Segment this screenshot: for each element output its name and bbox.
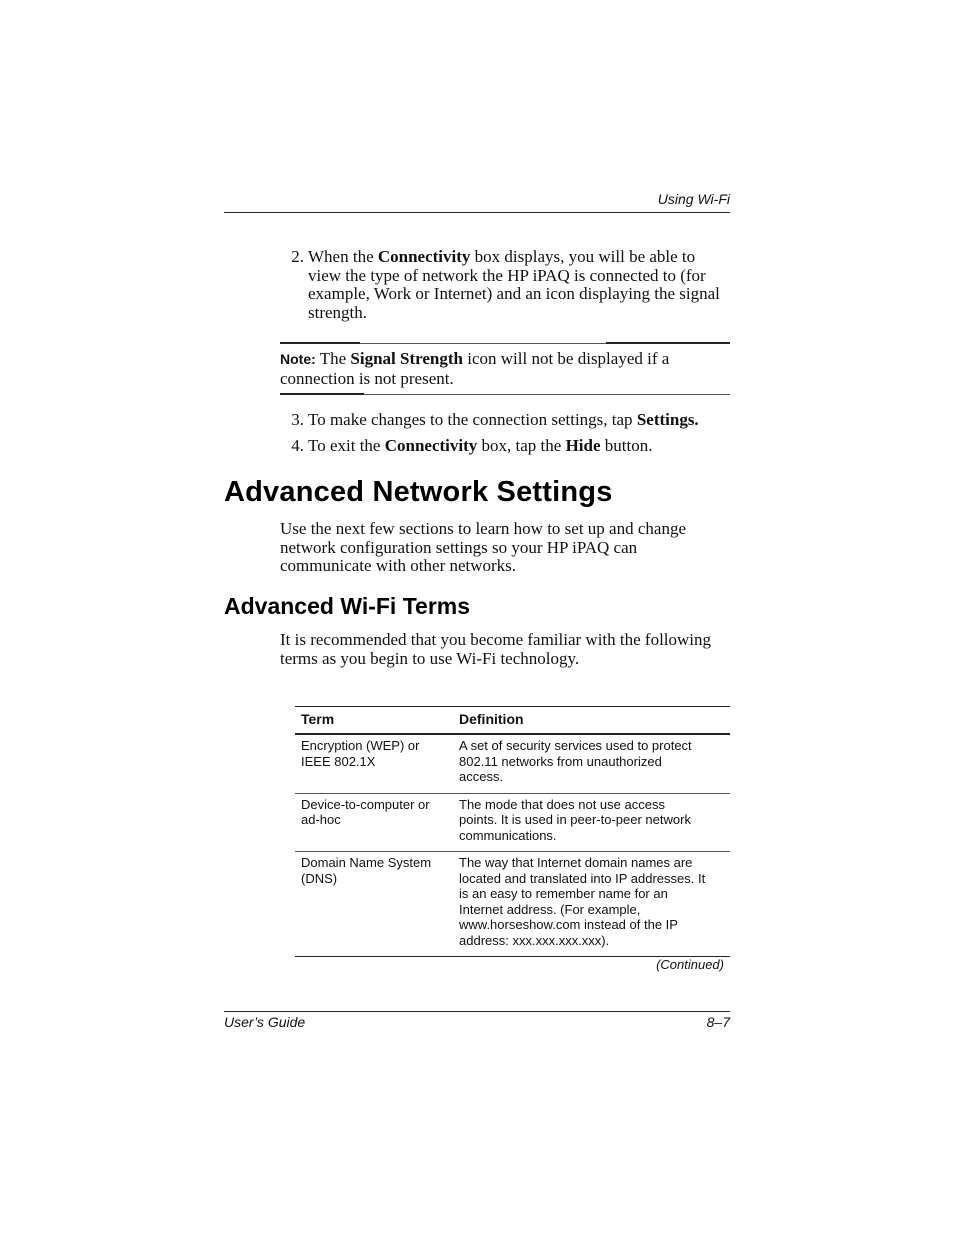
cell-line: Domain Name System bbox=[301, 855, 432, 870]
cell-line: located and translated into IP addresses. It bbox=[459, 870, 706, 886]
paragraph-line: terms as you begin to use Wi-Fi technology. bbox=[280, 648, 580, 668]
text-run: To exit the bbox=[308, 436, 385, 455]
cell-line: 802.11 networks from unauthorized bbox=[459, 753, 662, 769]
bold-term: Hide bbox=[565, 436, 601, 455]
bold-term: Connectivity bbox=[377, 247, 471, 266]
note-line: connection is not present. bbox=[280, 369, 454, 388]
table-row bbox=[295, 793, 730, 852]
text-run: The bbox=[315, 349, 351, 368]
cell-line: Internet address. (For example, bbox=[459, 901, 641, 917]
header-rule bbox=[224, 212, 730, 213]
step-2 bbox=[280, 248, 730, 324]
term-cell bbox=[295, 793, 453, 852]
note-label: Note: bbox=[280, 351, 316, 367]
subsection-paragraph bbox=[280, 631, 730, 668]
cell-line: access. bbox=[459, 769, 504, 784]
note-top-rule-accent-right bbox=[606, 342, 730, 344]
section-heading: Advanced Network Settings bbox=[224, 476, 613, 508]
step-text bbox=[308, 248, 720, 322]
paragraph-line: Use the next few sections to learn how to set up and change bbox=[280, 519, 686, 538]
cell-line: Device-to-computer or bbox=[301, 796, 430, 812]
definition-cell bbox=[453, 793, 730, 852]
cell-line: ad-hoc bbox=[301, 812, 341, 827]
term-cell bbox=[295, 852, 453, 957]
cell-line: address: xxx.xxx.xxx.xxx). bbox=[459, 932, 610, 948]
column-header-definition: Definition bbox=[453, 707, 730, 735]
note-bottom-rule-accent bbox=[280, 393, 364, 395]
text-run: box displays, you will be able to bbox=[470, 247, 696, 266]
cell-line: points. It is used in peer-to-peer network bbox=[459, 812, 691, 827]
section-paragraph bbox=[280, 520, 730, 576]
bold-term: Settings. bbox=[636, 410, 699, 429]
column-header-term: Term bbox=[295, 707, 453, 735]
text-run: button. bbox=[600, 436, 653, 455]
footer-rule bbox=[224, 1011, 730, 1012]
step-text bbox=[308, 411, 699, 430]
step-number: 3. bbox=[291, 410, 304, 429]
paragraph-line: communicate with other networks. bbox=[280, 556, 517, 576]
text-run: When the bbox=[308, 247, 378, 266]
text-run: icon will not be displayed if a bbox=[462, 349, 670, 368]
subsection-heading: Advanced Wi-Fi Terms bbox=[224, 593, 471, 619]
step-number: 2. bbox=[291, 247, 304, 266]
term-cell bbox=[295, 734, 453, 793]
footer-guide-title: User’s Guide bbox=[224, 1014, 306, 1030]
cell-line: IEEE 802.1X bbox=[301, 753, 376, 769]
step-number: 4. bbox=[291, 436, 304, 455]
cell-line: A set of security services used to protect bbox=[459, 738, 692, 753]
step-line bbox=[308, 248, 720, 267]
cell-line: www.horseshow.com instead of the IP bbox=[459, 917, 678, 932]
step-line: example, Work or Internet) and an icon displaying the signal bbox=[308, 284, 720, 303]
note-line bbox=[280, 349, 730, 369]
cell-line: The mode that does not use access bbox=[459, 796, 665, 812]
paragraph-line: It is recommended that you become familiar with the following bbox=[280, 630, 712, 649]
note bbox=[280, 349, 730, 388]
cell-line: communications. bbox=[459, 827, 557, 843]
table-row bbox=[295, 852, 730, 957]
note-top-rule-accent bbox=[280, 342, 360, 344]
text-run: To make changes to the connection settings, tap bbox=[308, 410, 637, 429]
cell-line: (DNS) bbox=[301, 870, 338, 886]
step-4 bbox=[280, 437, 730, 457]
step-3 bbox=[280, 411, 730, 431]
bold-term: Connectivity bbox=[384, 436, 478, 455]
footer-page-number: 8–7 bbox=[706, 1014, 730, 1030]
definition-cell bbox=[453, 734, 730, 793]
running-header: Using Wi-Fi bbox=[657, 191, 730, 207]
paragraph-line: network configuration settings so your HP iPAQ can bbox=[280, 537, 638, 557]
table-row bbox=[295, 734, 730, 793]
terms-table bbox=[295, 706, 730, 957]
table-continued-note: (Continued) bbox=[656, 957, 724, 972]
cell-line: is an easy to remember name for an bbox=[459, 886, 668, 901]
step-text bbox=[308, 437, 652, 456]
step-line: view the type of network the HP iPAQ is connected to (for bbox=[308, 265, 706, 285]
cell-line: Encryption (WEP) or bbox=[301, 738, 420, 753]
text-run: box, tap the bbox=[477, 436, 566, 455]
bold-term: Signal Strength bbox=[350, 349, 463, 368]
step-line: strength. bbox=[308, 302, 368, 322]
cell-line: The way that Internet domain names are bbox=[459, 855, 693, 870]
definition-cell bbox=[453, 852, 730, 957]
table-header-row bbox=[295, 707, 730, 735]
